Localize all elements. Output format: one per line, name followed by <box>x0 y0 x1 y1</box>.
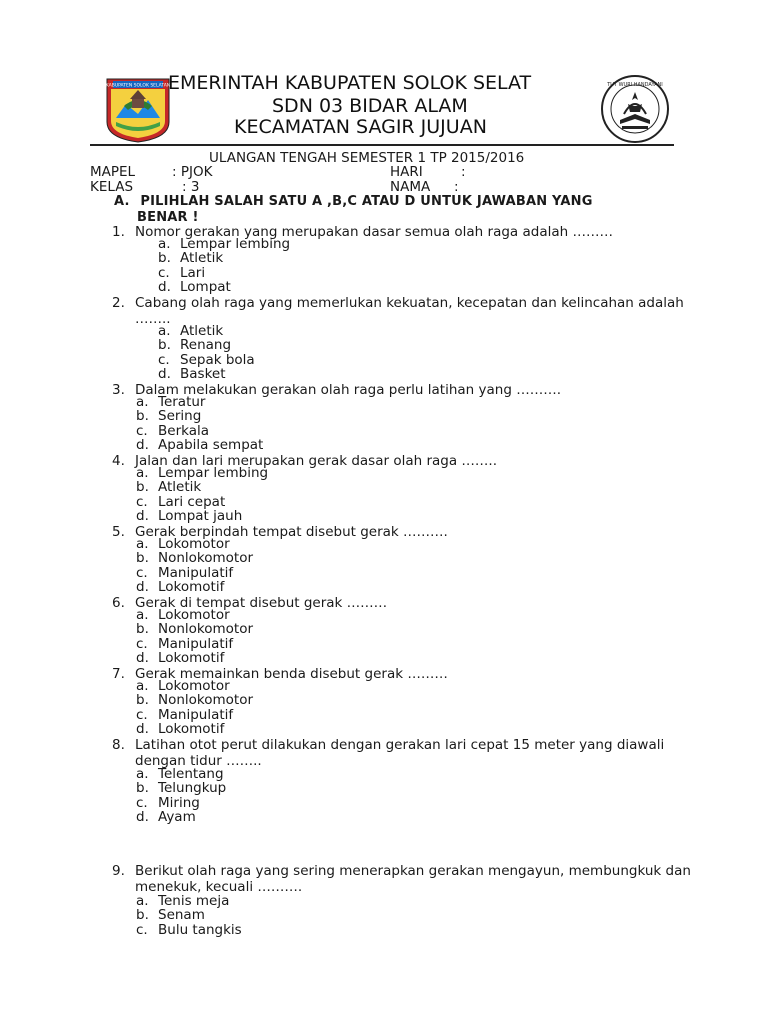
section-instruction <box>114 193 593 210</box>
option-text: Lokomotor <box>158 536 230 552</box>
option-text: Telungkup <box>158 780 227 797</box>
answer-option <box>136 651 224 665</box>
question-text: Jalan dan lari merupakan gerak dasar olah raga …….. <box>135 453 498 469</box>
option-text: Lari <box>180 264 206 281</box>
option-text: Tenis meja <box>158 893 230 909</box>
option-text: Atletik <box>180 250 224 267</box>
option-text: Lokomotif <box>158 578 225 595</box>
nama-label: NAMA <box>390 179 431 195</box>
option-letter: a. <box>136 607 149 623</box>
option-letter: d. <box>158 365 171 382</box>
question-text: Gerak berpindah tempat disebut gerak ………. <box>135 524 448 540</box>
option-letter: b. <box>136 479 149 496</box>
question-text: Latihan otot perut dilakukan dengan gerakan lari cepat 15 meter yang diawali dengan tidur …….. <box>135 737 665 769</box>
option-text: Nonlokomotor <box>158 550 254 567</box>
question-number: 6. <box>112 595 125 611</box>
answer-option <box>136 466 268 480</box>
option-text: Berkala <box>158 422 209 439</box>
option-letter: c. <box>136 794 148 811</box>
answer-option <box>158 251 223 265</box>
option-text: Manipulatif <box>158 706 234 723</box>
question-text: Nomor gerakan yang merupakan dasar semua olah raga adalah ……… <box>135 224 613 240</box>
section-line1: PILIHLAH SALAH SATU A ,B,C ATAU D UNTUK JAWABAN YANG <box>140 194 593 209</box>
option-text: Nonlokomotor <box>158 621 254 638</box>
mapel-value: : PJOK <box>172 164 213 180</box>
option-text: Manipulatif <box>158 564 234 581</box>
option-letter: a. <box>136 465 149 481</box>
kelas-value: : 3 <box>182 179 200 195</box>
option-letter: b. <box>136 550 149 567</box>
header-district: KECAMATAN SAGIR JUJUAN <box>234 116 487 138</box>
section-line2: BENAR ! <box>137 210 199 225</box>
question-number: 7. <box>112 666 125 682</box>
hari-label: HARI <box>390 164 423 180</box>
option-text: Telentang <box>158 766 224 782</box>
question-number: 9. <box>112 863 125 879</box>
option-letter: d. <box>136 507 149 524</box>
answer-option <box>158 324 223 338</box>
kabupaten-logo <box>104 76 172 144</box>
logo-right-text: TUT WURI HANDAYANI <box>607 82 663 88</box>
option-text: Apabila sempat <box>158 436 264 453</box>
answer-option <box>136 566 233 580</box>
option-text: Lokomotor <box>158 678 230 694</box>
header-government-line: EMERINTAH KABUPATEN SOLOK SELAT <box>168 72 532 94</box>
option-letter: c. <box>136 422 148 439</box>
option-letter: a. <box>136 678 149 694</box>
option-text: Lokomotor <box>158 607 230 623</box>
option-letter: b. <box>136 780 149 797</box>
header-divider <box>90 144 674 146</box>
answer-option <box>136 693 253 707</box>
option-letter: d. <box>136 649 149 666</box>
option-text: Lari cepat <box>158 493 226 510</box>
option-letter: d. <box>136 578 149 595</box>
answer-option <box>136 722 224 736</box>
answer-option <box>136 767 224 781</box>
answer-option <box>158 266 205 280</box>
option-text: Lempar lembing <box>180 236 291 252</box>
question-text: Dalam melakukan gerakan olah raga perlu latihan yang ………. <box>135 382 561 398</box>
nama-value: : <box>454 179 459 195</box>
option-letter: a. <box>136 893 149 909</box>
option-letter: d. <box>136 808 149 825</box>
question-text: Berikut olah raga yang sering menerapkan gerakan mengayun, membungkuk dan menekuk, kecuali ………. <box>135 863 691 895</box>
question-number: 4. <box>112 453 125 469</box>
option-text: Atletik <box>158 479 202 496</box>
question-text: Cabang olah raga yang memerlukan kekuatan, kecepatan dan kelincahan adalah …….. <box>135 295 684 327</box>
answer-option <box>136 708 233 722</box>
option-text: Ayam <box>158 808 196 825</box>
option-text: Basket <box>180 365 226 382</box>
option-text: Nonlokomotor <box>158 692 254 709</box>
option-letter: b. <box>158 337 171 354</box>
answer-option <box>136 438 263 452</box>
option-letter: a. <box>136 394 149 410</box>
answer-option <box>136 480 201 494</box>
option-letter: c. <box>136 921 148 938</box>
answer-option <box>136 796 200 810</box>
answer-option <box>136 395 205 409</box>
hari-value: : <box>461 164 466 180</box>
option-letter: c. <box>158 264 170 281</box>
option-text: Manipulatif <box>158 635 234 652</box>
answer-option <box>136 894 229 908</box>
answer-option <box>136 679 230 693</box>
option-text: Lokomotif <box>158 720 225 737</box>
option-letter: d. <box>158 278 171 295</box>
option-text: Miring <box>158 794 200 811</box>
answer-option <box>136 622 253 636</box>
option-letter: c. <box>136 564 148 581</box>
option-letter: c. <box>136 493 148 510</box>
mapel-label: MAPEL <box>90 164 136 180</box>
option-text: Renang <box>180 337 232 354</box>
option-text: Lompat jauh <box>158 507 243 524</box>
answer-option <box>158 353 255 367</box>
header-school-name: SDN 03 BIDAR ALAM <box>272 95 468 117</box>
section-label: A. <box>114 194 130 209</box>
question-number: 1. <box>112 224 125 240</box>
option-letter: b. <box>136 692 149 709</box>
exam-title: ULANGAN TENGAH SEMESTER 1 TP 2015/2016 <box>209 150 525 166</box>
answer-option <box>136 923 242 937</box>
option-text: Senam <box>158 907 205 924</box>
option-text: Lokomotif <box>158 649 225 666</box>
option-letter: b. <box>136 621 149 638</box>
answer-option <box>136 424 209 438</box>
option-text: Lompat <box>180 278 231 295</box>
option-letter: c. <box>136 635 148 652</box>
option-letter: b. <box>136 408 149 425</box>
answer-option <box>136 781 226 795</box>
option-letter: a. <box>136 766 149 782</box>
answer-option <box>136 580 224 594</box>
option-text: Bulu tangkis <box>158 921 242 938</box>
answer-option <box>136 409 201 423</box>
answer-option <box>136 509 242 523</box>
answer-option <box>136 637 233 651</box>
question-text: Gerak memainkan benda disebut gerak ……… <box>135 666 448 682</box>
option-letter: c. <box>136 706 148 723</box>
option-letter: b. <box>136 907 149 924</box>
answer-option <box>136 537 230 551</box>
answer-option <box>136 608 230 622</box>
option-letter: a. <box>158 323 171 339</box>
answer-option <box>136 908 205 922</box>
option-text: Sering <box>158 408 202 425</box>
answer-option <box>158 367 226 381</box>
option-text: Teratur <box>158 394 206 410</box>
option-text: Atletik <box>180 323 224 339</box>
answer-option <box>158 280 231 294</box>
kelas-label: KELAS <box>90 179 134 195</box>
answer-option <box>136 495 225 509</box>
question-number: 2. <box>112 295 125 311</box>
question-number: 8. <box>112 737 125 753</box>
option-text: Sepak bola <box>180 351 255 368</box>
option-letter: c. <box>158 351 170 368</box>
option-letter: d. <box>136 720 149 737</box>
option-text: Lempar lembing <box>158 465 269 481</box>
question-text: Gerak di tempat disebut gerak ……… <box>135 595 388 611</box>
question-number: 5. <box>112 524 125 540</box>
answer-option <box>136 551 253 565</box>
option-letter: a. <box>136 536 149 552</box>
logo-left-text: KABUPATEN SOLOK SELATAN <box>105 83 171 89</box>
option-letter: a. <box>158 236 171 252</box>
question-number: 3. <box>112 382 125 398</box>
answer-option <box>158 237 290 251</box>
answer-option <box>158 338 231 352</box>
answer-option <box>136 810 196 824</box>
option-letter: d. <box>136 436 149 453</box>
tut-wuri-handayani-logo <box>596 74 674 144</box>
option-letter: b. <box>158 250 171 267</box>
